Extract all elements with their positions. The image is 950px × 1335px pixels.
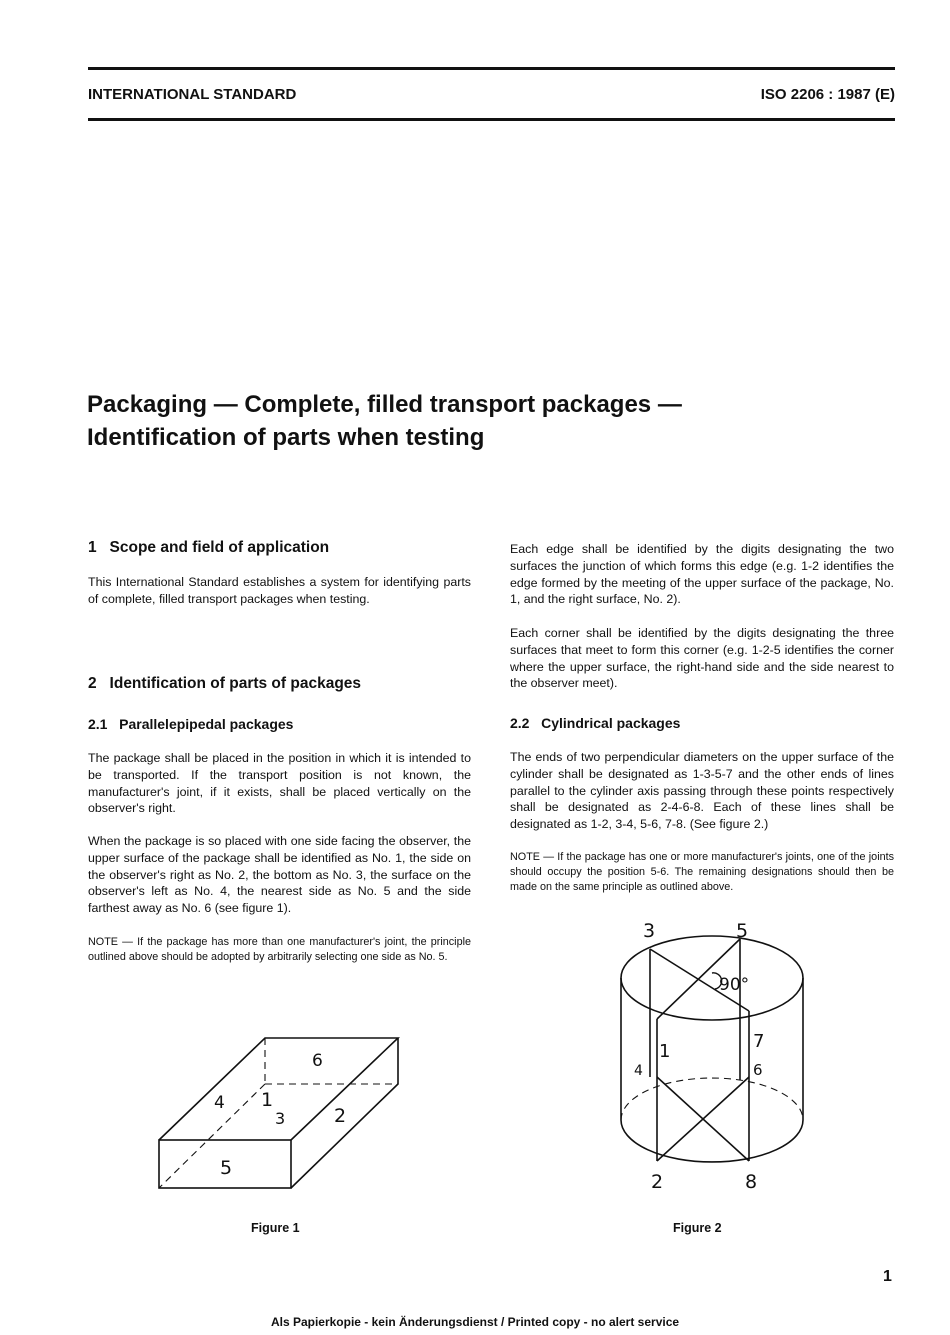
header-left: INTERNATIONAL STANDARD <box>88 86 297 103</box>
section-2-2-paragraph: The ends of two perpendicular diameters on the upper surface of the cylinder shall be designated as 1-3-5-7 and the other ends of lines parallel to the cylinder axis passing through these points respectively shall be designated as 2-4-6-8. Each of these lines shall be designated as 1-2, 3-4, 5-6, 7-8. (See figure 2.) <box>510 750 894 832</box>
document-title <box>87 388 682 454</box>
edge-paragraph: Each edge shall be identified by the digits designating the two surfaces the junction of which forms this edge (e.g. 1-2 identifies the edge formed by the meeting of the upper surface of the package, No. 1, and the right surface, No. 2). <box>510 542 894 607</box>
section-2-1-note: NOTE — If the package has more than one manufacturer's joint, the principle outlined above should be adopted by arbitrarily selecting one side as No. 5. <box>88 936 471 963</box>
fig1-label-4: 4 <box>214 1093 225 1113</box>
figure-2-cylinder-drawing <box>612 915 812 1195</box>
section-2-1-heading: 2.1 Parallelepipedal packages <box>88 716 294 732</box>
fig2-label-7: 7 <box>753 1031 765 1052</box>
fig2-label-4: 4 <box>634 1063 643 1079</box>
figure-1-box-drawing <box>150 1030 410 1195</box>
fig2-label-6: 6 <box>753 1061 763 1079</box>
title-line-1: Packaging — Complete, filled transport packages — <box>87 391 682 418</box>
title-line-2: Identification of parts when testing <box>87 424 485 451</box>
fig1-label-5: 5 <box>220 1157 233 1179</box>
footer-notice: Als Papierkopie - kein Änderungsdienst / Printed copy - no alert service <box>270 1315 680 1329</box>
fig1-label-6: 6 <box>312 1051 323 1071</box>
section-1-heading: 1 Scope and field of application <box>88 539 330 556</box>
fig1-label-2: 2 <box>334 1105 347 1127</box>
fig2-label-1: 1 <box>659 1041 671 1062</box>
fig2-label-8: 8 <box>745 1171 758 1193</box>
section-2-1-paragraph-2: When the package is so placed with one side facing the observer, the upper surface of the package shall be identified as No. 1, the side on the observer's right as No. 2, the bottom as No. 3, the surface on the observer's left as No. 4, the nearest side as No. 5 and the side farthest away as No. 6 (see figure 1). <box>88 834 471 916</box>
header-rule-top <box>88 67 895 70</box>
section-2-2-note: NOTE — If the package has one or more manufacturer's joints, one of the joints should occupy the position 5-6. The remaining designations should then be made on the same principle as outlined above. <box>510 851 894 893</box>
section-2-1-paragraph-1: The package shall be placed in the position in which it is intended to be transported. If the transport position is not known, the manufacturer's joint, if it exists, shall be placed vertically on the observer's right. <box>88 751 471 816</box>
page-number: 1 <box>883 1268 892 1285</box>
fig2-label-2: 2 <box>651 1171 664 1193</box>
fig2-label-90: 90° <box>719 975 750 995</box>
fig1-label-1: 1 <box>261 1089 274 1111</box>
figure-1-caption: Figure 1 <box>251 1221 300 1235</box>
fig1-label-3: 3 <box>275 1109 286 1128</box>
section-2-2-heading: 2.2 Cylindrical packages <box>510 715 681 731</box>
section-1-text: This International Standard establishes a system for identifying parts of complete, filled transport packages when testing. <box>88 575 471 606</box>
header-right: ISO 2206 : 1987 (E) <box>760 86 895 103</box>
header-rule-bottom <box>88 118 895 121</box>
section-2-heading: 2 Identification of parts of packages <box>88 675 362 692</box>
fig2-label-5: 5 <box>736 920 749 942</box>
corner-paragraph: Each corner shall be identified by the digits designating the three surfaces that meet to form this corner (e.g. 1-2-5 identifies the corner where the upper surface, the right-hand side and the side nearest to the observer meet). <box>510 626 894 691</box>
fig2-label-3: 3 <box>643 920 656 942</box>
figure-2-caption: Figure 2 <box>673 1221 722 1235</box>
